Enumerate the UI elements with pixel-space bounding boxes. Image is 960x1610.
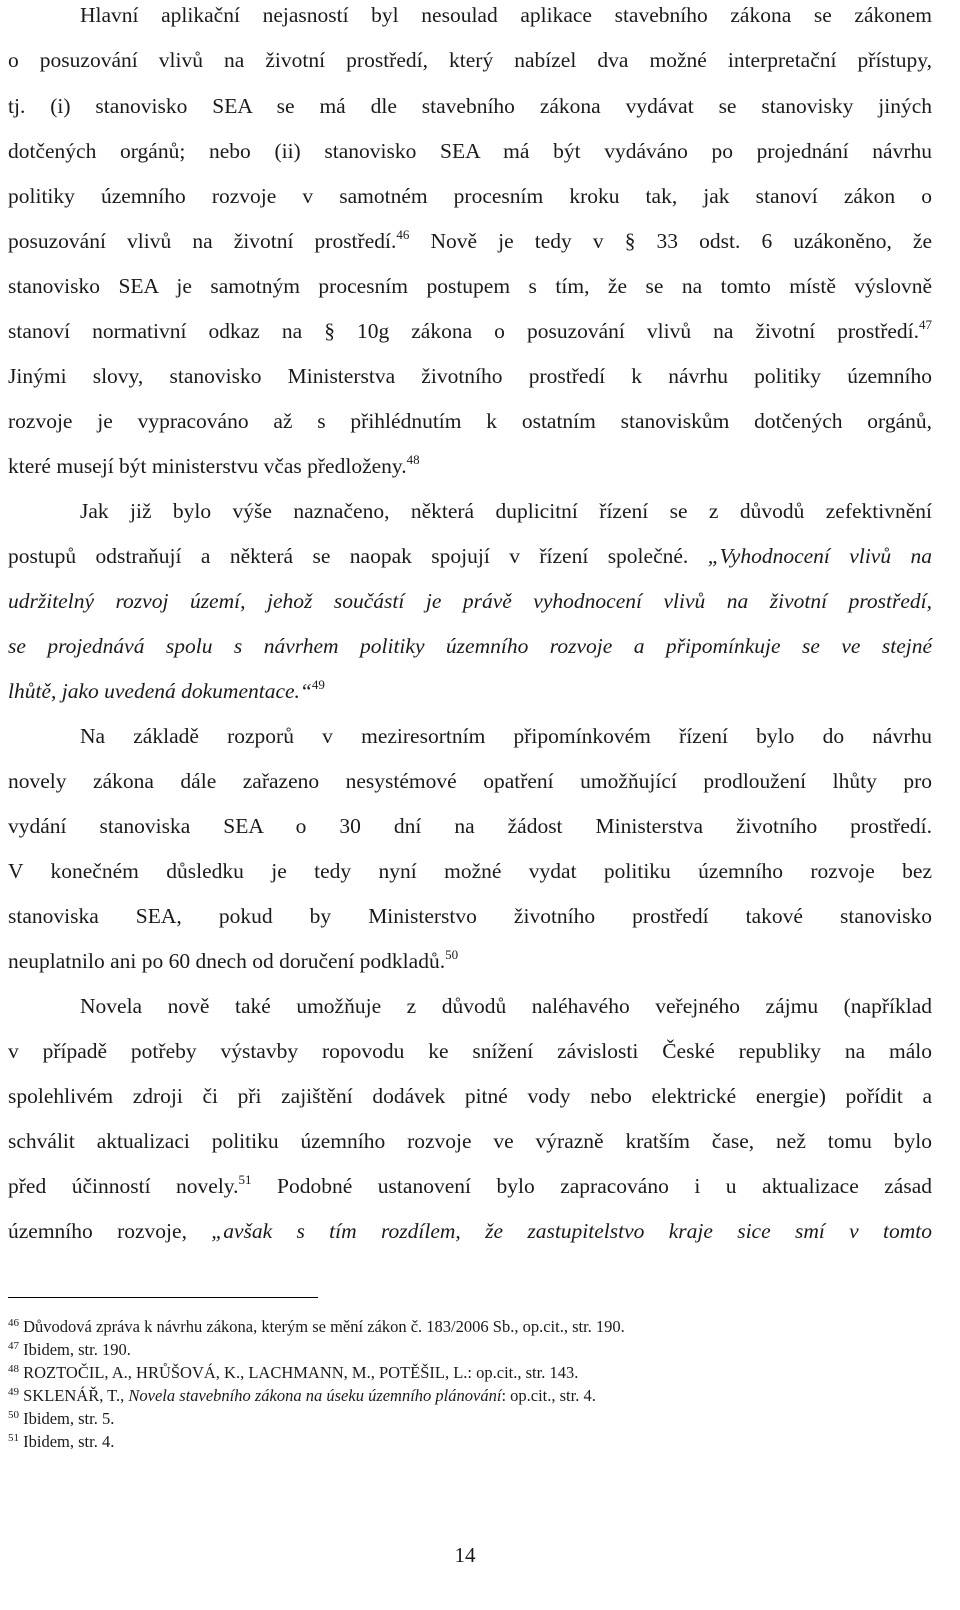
text-line: novely zákona dále zařazeno nesystémové opatření umožňující prodloužení lhůty pro xyxy=(8,769,932,793)
footnote: $^{49}$ SKLENÁŘ, T., Novela stavebního zákona na úseku územního plánování: op.cit., str. 4. xyxy=(8,1386,596,1405)
text-line: Hlavní aplikační nejasností byl nesoulad aplikace stavebního zákona se zákonem xyxy=(80,3,932,27)
footnote-ref: 51 xyxy=(238,1172,252,1187)
text-line: stanoví normativní odkaz na § 10g zákona o posuzování vlivů na životní prostředí.$^{47}$ xyxy=(8,317,932,343)
footnote: $^{47}$ Ibidem, str. 190. xyxy=(8,1340,131,1359)
text-line: V konečném důsledku je tedy nyní možné vydat politiku územního rozvoje bez xyxy=(8,859,932,883)
quote-text: „avšak s tím rozdílem, že zastupitelstvo kraje sice smí v tomto xyxy=(211,1219,932,1243)
text-line: rozvoje je vypracováno až s přihlédnutím k ostatním stanoviskům dotčených orgánů, xyxy=(8,409,932,433)
text-line: postupů odstraňují a některá se naopak spojují v řízení společné. „Vyhodnocení vlivů na xyxy=(8,544,932,568)
text-line: tj. (i) stanovisko SEA se má dle stavebního zákona vydávat se stanovisky jiných xyxy=(8,94,932,118)
footnote: $^{46}$ Důvodová zpráva k návrhu zákona, kterým se mění zákon č. 183/2006 Sb., op.cit., str. 190. xyxy=(8,1317,625,1336)
text-line: neuplatnilo ani po 60 dnech od doručení podkladů.$^{50}$ xyxy=(8,947,459,973)
quote-text: se projednává spolu s návrhem politiky územního rozvoje a připomínkuje se ve stejné xyxy=(8,634,932,658)
footnote-ref: 50 xyxy=(445,947,459,962)
text-line: územního rozvoje, „avšak s tím rozdílem, že zastupitelstvo kraje sice smí v tomto xyxy=(8,1219,932,1243)
text-line: schválit aktualizaci politiku územního rozvoje ve výrazně kratším čase, než tomu bylo xyxy=(8,1129,932,1153)
page-number: 14 xyxy=(454,1543,476,1567)
footnote-ref: 47 xyxy=(919,317,932,332)
footnote-ref: 48 xyxy=(406,452,420,467)
text-line xyxy=(8,677,932,705)
quote-text: „Vyhodnocení vlivů na xyxy=(707,544,932,568)
text-line: stanoviska SEA, pokud by Ministerstvo životního prostředí takové stanovisko xyxy=(8,904,932,928)
text-line: Na základě rozporů v meziresortním připomínkovém řízení bylo do návrhu xyxy=(80,724,932,748)
text-line: o posuzování vlivů na životní prostředí, který nabízel dva možné interpretační přístupy, xyxy=(8,48,932,72)
text-line: Novela nově také umožňuje z důvodů naléhavého veřejného zájmu (například xyxy=(80,994,932,1018)
footnote-ref: 46 xyxy=(396,227,410,242)
text-line: vydání stanoviska SEA o 30 dní na žádost Ministerstva životního prostředí. xyxy=(8,814,932,838)
cited-title: Novela stavebního zákona na úseku územního plánování xyxy=(128,1386,502,1405)
footnote-separator xyxy=(8,1297,318,1298)
text-line: v případě potřeby výstavby ropovodu ke snížení závislosti České republiky na málo xyxy=(8,1039,932,1063)
footnote: $^{50}$ Ibidem, str. 5. xyxy=(8,1409,115,1428)
text-line: spolehlivém zdroji či při zajištění dodávek pitné vody nebo elektrické energie) pořídit a xyxy=(8,1084,932,1108)
text-line: Jinými slovy, stanovisko Ministerstva životního prostředí k návrhu politiky územního xyxy=(8,364,932,388)
text-line: dotčených orgánů; nebo (ii) stanovisko SEA má být vydáváno po projednání návrhu xyxy=(8,139,932,163)
footnote: $^{48}$ ROZTOČIL, A., HRŮŠOVÁ, K., LACHMANN, M., POTĚŠIL, L.: op.cit., str. 143. xyxy=(8,1363,579,1382)
footnote-ref: 49 xyxy=(311,677,325,692)
text-line: před účinností novely.$^{51}$ Podobné ustanovení bylo zapracováno i u aktualizace zásad xyxy=(8,1172,932,1198)
text-line: politiky územního rozvoje v samotném procesním kroku tak, jak stanoví zákon o xyxy=(8,184,932,208)
footnote: $^{51}$ Ibidem, str. 4. xyxy=(8,1432,115,1451)
quote-text: udržitelný rozvoj území, jehož součástí je právě vyhodnocení vlivů na životní prostředí, xyxy=(8,589,932,613)
text-line: Jak již bylo výše naznačeno, některá duplicitní řízení se z důvodů zefektivnění xyxy=(80,499,932,523)
text-line: stanovisko SEA je samotným procesním postupem s tím, že se na tomto místě výslovně xyxy=(8,274,932,298)
quote-text: lhůtě, jako uvedená dokumentace.“ xyxy=(8,679,312,703)
text-line: které musejí být ministerstvu včas předloženy.$^{48}$ xyxy=(8,452,420,478)
text-line: posuzování vlivů na životní prostředí.$^{46}$ Nově je tedy v § 33 odst. 6 uzákoněno, že xyxy=(8,227,933,253)
